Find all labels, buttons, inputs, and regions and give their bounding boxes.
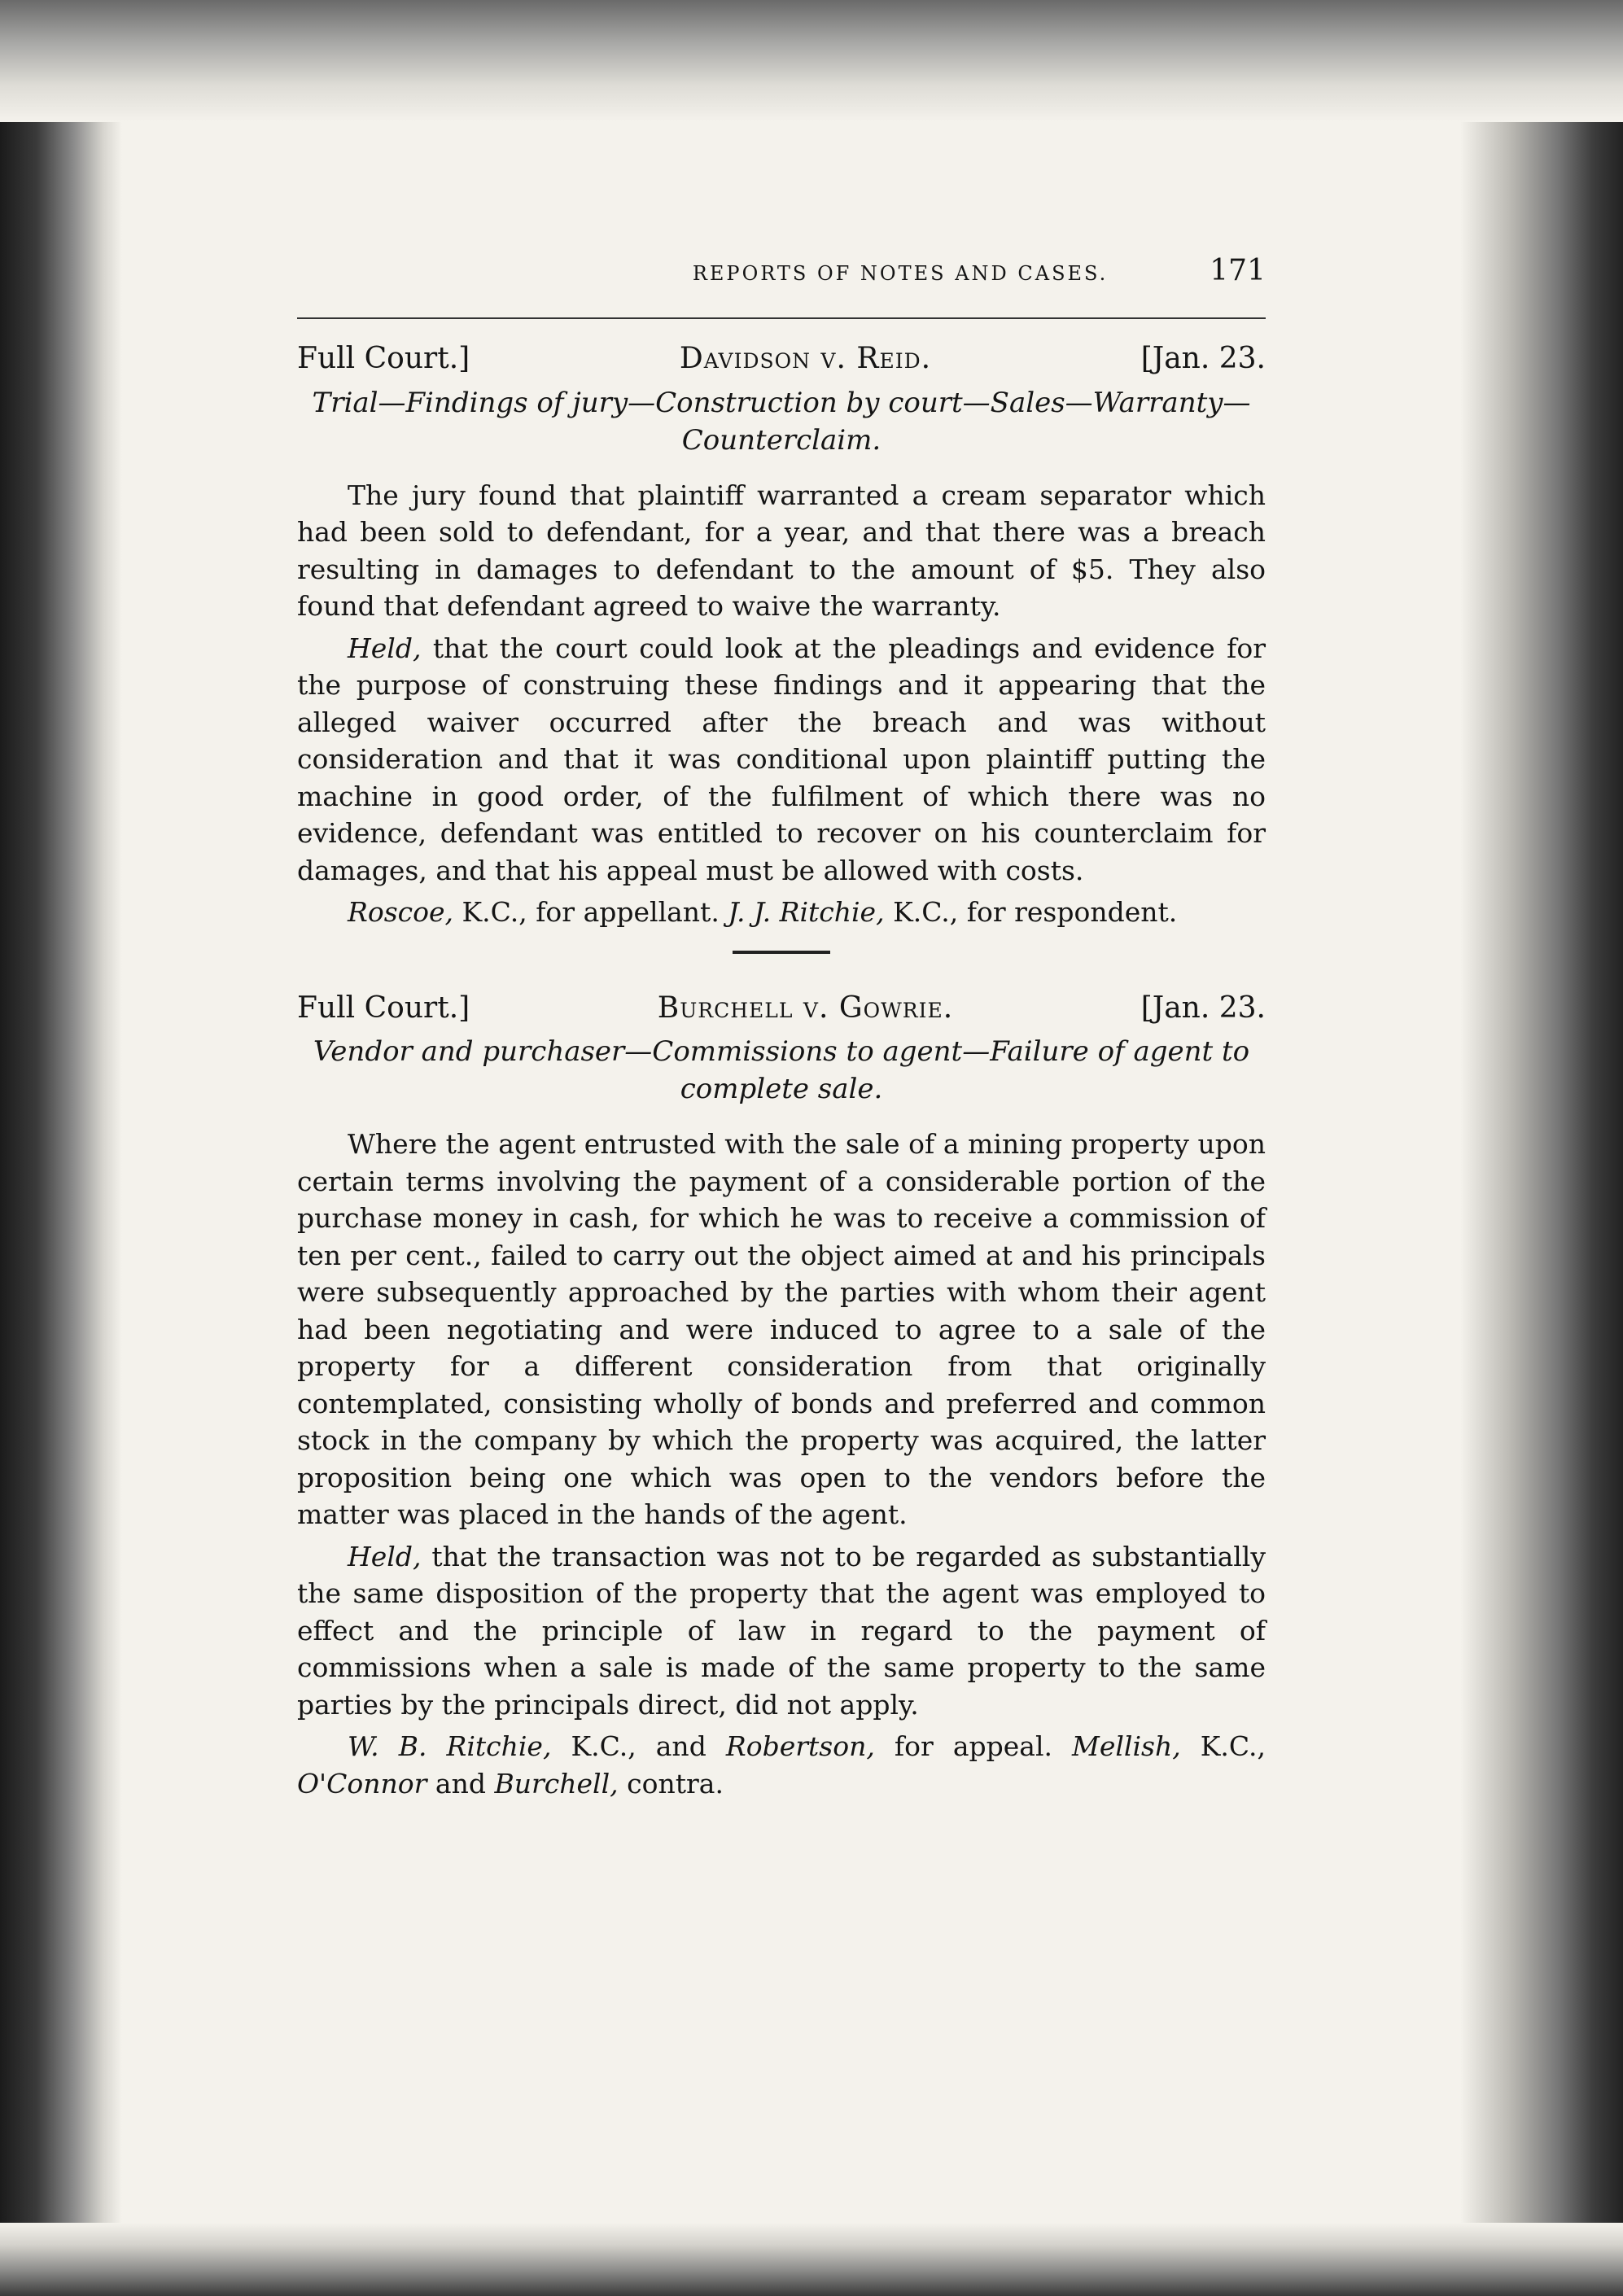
running-title: REPORTS OF NOTES AND CASES.: [692, 262, 1109, 285]
counsel-name: Roscoe,: [348, 896, 454, 928]
counsel-name: Robertson,: [725, 1730, 875, 1762]
case-court: Full Court.]: [297, 342, 470, 375]
counsel-role: contra.: [627, 1767, 724, 1800]
running-head: [297, 252, 1266, 301]
case-counsel: [297, 894, 1266, 931]
counsel-name: Burchell,: [494, 1767, 619, 1800]
held-text: that the transaction was not to be regarded as substantially the same disposition of the property that the agent was employed to effect and the principle of law in regard to the payment of commissions when a sale is made of the same property to the same parties by the principals direct, did not apply.: [297, 1540, 1266, 1721]
case-headnote: Trial—Findings of jury—Construction by court—Sales—Warranty—Counterclaim.: [312, 386, 1251, 457]
held-label: Held,: [348, 632, 422, 664]
counsel-name: W. B. Ritchie,: [348, 1730, 552, 1762]
held-label: Held,: [348, 1540, 422, 1572]
scan-top-edge: [0, 0, 1623, 122]
counsel-role: and: [435, 1767, 486, 1800]
case-divider: [733, 951, 830, 954]
page-number: 171: [1210, 254, 1266, 287]
case-date: [Jan. 23.: [1140, 342, 1266, 375]
counsel-name: J. J. Ritchie,: [728, 896, 885, 928]
scan-left-edge: [0, 0, 122, 2296]
case-headnote: Vendor and purchaser—Commissions to agent—Failure of agent to complete sale.: [313, 1035, 1250, 1105]
case-davidson-v-reid: [297, 340, 1266, 931]
case-counsel: [297, 1728, 1266, 1802]
case-court: Full Court.]: [297, 991, 470, 1025]
case-facts: The jury found that plaintiff warranted a cream separator which had been sold to defendant, for a year, and that there was a breach resulting in damages to defendant to the amount of $5. They also found that defendant agreed to waive the warranty.: [297, 479, 1266, 622]
case-title: Burchell v. Gowrie.: [657, 991, 954, 1025]
counsel-role: K.C., for appellant.: [462, 896, 720, 928]
counsel-role: for appeal.: [894, 1730, 1052, 1762]
scan-bottom-edge: [0, 2223, 1623, 2296]
case-holding: [297, 630, 1266, 890]
case-heading: [297, 990, 1266, 1027]
scan-right-edge: [1460, 0, 1623, 2296]
counsel-role: K.C., for respondent.: [893, 896, 1178, 928]
counsel-name: Mellish,: [1072, 1730, 1181, 1762]
counsel-role: K.C.,: [1200, 1730, 1266, 1762]
case-heading: [297, 340, 1266, 378]
page-body: [297, 252, 1266, 1802]
counsel-role: K.C., and: [571, 1730, 707, 1762]
case-burchell-v-gowrie: [297, 990, 1266, 1803]
case-holding: [297, 1538, 1266, 1724]
held-text: that the court could look at the pleadings and evidence for the purpose of construing these findings and it appearing that the alleged waiver occurred after the breach and was without consideration and that it was conditional upon plaintiff putting the machine in good order, of the fulfilment of which there was no evidence, defendant was entitled to recover on his counterclaim for damages, and that his appeal must be allowed with costs.: [297, 632, 1266, 886]
case-facts: Where the agent entrusted with the sale of a mining property upon certain terms involving the payment of a considerable portion of the purchase money in cash, for which he was to receive a commission of ten per cent., failed to carry out the object aimed at and his principals were subsequently approached by the parties with whom their agent had been negotiating and were induced to agree to a sale of the property for a different consideration from that originally contemplated, consisting wholly of bonds and preferred and common stock in the company by which the property was acquired, the latter proposition being one which was open to the vendors before the matter was placed in the hands of the agent.: [297, 1128, 1266, 1530]
counsel-name: O'Connor: [297, 1767, 427, 1800]
header-rule: [297, 317, 1266, 319]
case-date: [Jan. 23.: [1140, 991, 1266, 1025]
case-title: Davidson v. Reid.: [679, 342, 932, 375]
